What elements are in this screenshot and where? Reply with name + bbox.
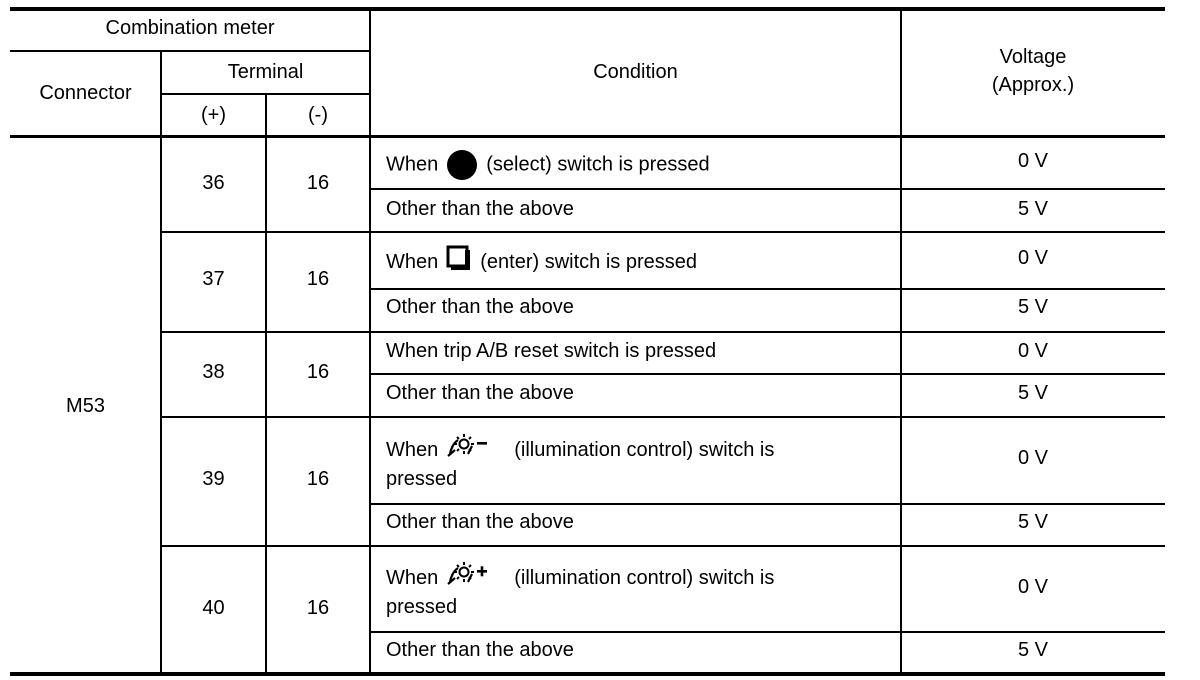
terminal-plus-cell: 36 — [202, 172, 225, 194]
condition-cell — [386, 248, 697, 277]
condition-text: pressed — [386, 596, 458, 618]
voltage-cell: 0 V — [1017, 576, 1049, 598]
header-condition: Condition — [593, 61, 678, 83]
condition-cell — [386, 564, 774, 622]
condition-text: (select) switch is pressed — [486, 153, 710, 176]
table-top-rule — [10, 7, 1165, 11]
voltage-cell: 5 V — [1017, 382, 1049, 404]
terminal-plus-cell: 39 — [202, 468, 225, 490]
terminal-minus-cell: 16 — [306, 268, 330, 290]
header-connector: Connector — [39, 82, 132, 104]
voltage-cell: 0 V — [1017, 447, 1049, 469]
voltage-cell: 0 V — [1017, 150, 1049, 172]
condition-text: pressed — [386, 468, 458, 490]
condition-cell: Other than the above — [386, 511, 574, 533]
row-sub-rule — [370, 188, 1165, 190]
voltage-cell: 5 V — [1017, 639, 1049, 661]
condition-cell — [386, 149, 710, 181]
header-rule-1 — [10, 50, 370, 52]
condition-text: (illumination control) switch is — [514, 567, 775, 589]
square-shadow-icon — [446, 245, 472, 271]
voltage-cell: 5 V — [1017, 198, 1049, 220]
row-sub-rule — [370, 631, 1165, 633]
condition-cell — [386, 436, 774, 494]
terminal-minus-cell: 16 — [306, 468, 330, 490]
condition-text: When — [386, 251, 439, 273]
terminal-minus-cell: 16 — [306, 597, 330, 619]
condition-text: (enter) switch is pressed — [480, 251, 697, 273]
header-terminal-plus: (+) — [201, 104, 226, 126]
terminal-minus-cell: 16 — [306, 361, 330, 383]
voltage-cell: 0 V — [1017, 247, 1049, 269]
condition-cell: Other than the above — [386, 639, 574, 661]
table-bottom-rule — [10, 672, 1165, 676]
header-combination-meter: Combination meter — [105, 17, 275, 39]
condition-cell: When trip A/B reset switch is pressed — [386, 340, 717, 362]
illumination-plus-icon — [446, 560, 506, 588]
header-voltage: Voltage — [999, 46, 1067, 68]
terminal-plus-cell: 38 — [202, 361, 225, 383]
condition-cell: Other than the above — [386, 382, 574, 404]
header-voltage-approx: (Approx.) — [991, 74, 1075, 96]
condition-text: When — [386, 153, 439, 176]
row-group-rule — [160, 545, 1165, 547]
filled-circle-icon — [446, 149, 478, 181]
condition-text: (illumination control) switch is — [514, 439, 775, 461]
illumination-minus-icon — [446, 432, 506, 460]
condition-text: When — [386, 567, 439, 589]
row-group-rule — [160, 331, 1165, 333]
header-bottom-rule — [10, 135, 1165, 138]
condition-cell: Other than the above — [386, 296, 574, 318]
terminal-plus-cell: 37 — [202, 268, 225, 290]
voltage-cell: 5 V — [1017, 511, 1049, 533]
connector-cell: M53 — [66, 395, 105, 417]
terminal-plus-cell: 40 — [202, 597, 225, 619]
row-group-rule — [160, 231, 1165, 233]
terminal-minus-cell: 16 — [306, 172, 330, 194]
condition-cell: Other than the above — [386, 198, 574, 220]
voltage-cell: 5 V — [1017, 296, 1049, 318]
header-terminal: Terminal — [227, 61, 304, 83]
row-group-rule — [160, 416, 1165, 418]
row-sub-rule — [370, 373, 1165, 375]
condition-text: When — [386, 439, 439, 461]
row-sub-rule — [370, 503, 1165, 505]
row-sub-rule — [370, 288, 1165, 290]
header-terminal-minus: (-) — [308, 104, 328, 126]
voltage-cell: 0 V — [1017, 340, 1049, 362]
